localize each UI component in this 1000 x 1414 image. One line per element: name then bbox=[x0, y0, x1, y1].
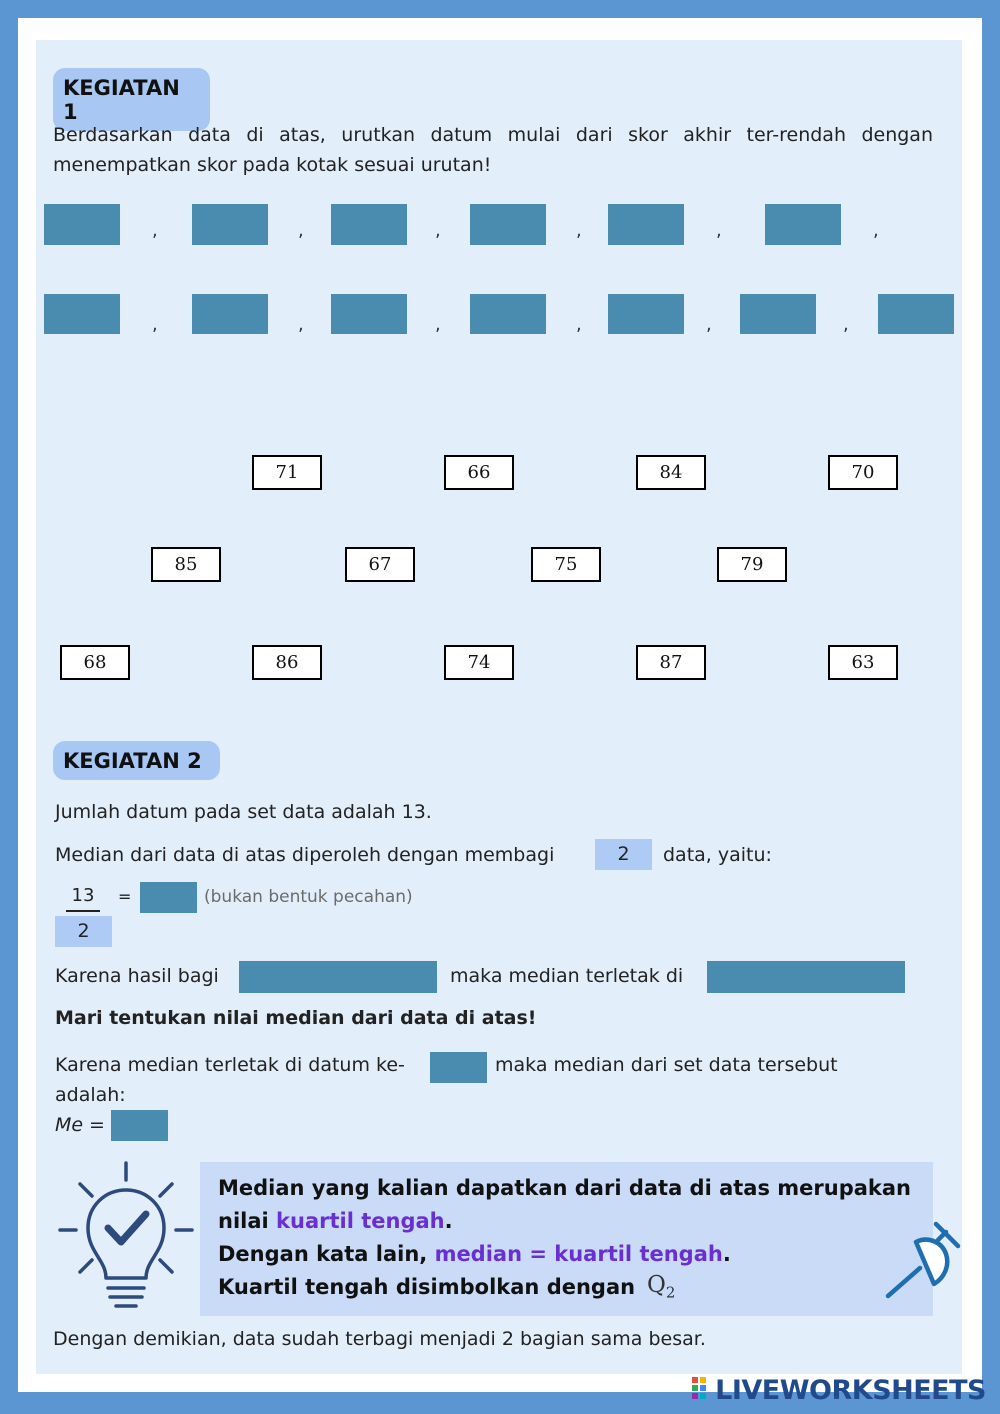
order-slot-1[interactable] bbox=[44, 204, 120, 245]
datum-count-text: Jumlah datum pada set data adalah 13. bbox=[55, 801, 432, 823]
score-card[interactable]: 84 bbox=[636, 455, 706, 490]
q2-symbol bbox=[647, 1272, 675, 1302]
order-slot-13[interactable] bbox=[878, 294, 954, 334]
kegiatan-1-heading: KEGIATAN 1 bbox=[53, 68, 210, 131]
median-value-input[interactable] bbox=[111, 1110, 168, 1141]
fraction-denominator-box: 2 bbox=[55, 916, 112, 947]
order-slot-9[interactable] bbox=[331, 294, 407, 334]
median-instruction-text: Median dari data di atas diperoleh dengan membagi bbox=[55, 844, 555, 866]
me-label: Me bbox=[55, 1114, 84, 1136]
score-card[interactable]: 75 bbox=[531, 547, 601, 582]
me-equals: = bbox=[89, 1114, 105, 1136]
order-slot-5[interactable] bbox=[608, 204, 684, 245]
separator: , bbox=[716, 220, 722, 241]
separator: , bbox=[435, 314, 441, 335]
order-slot-10[interactable] bbox=[470, 294, 546, 334]
liveworksheets-logo-icon bbox=[692, 1377, 714, 1401]
divisor-box: 2 bbox=[595, 839, 652, 870]
info-line-2-pre: nilai bbox=[218, 1209, 277, 1233]
separator: , bbox=[152, 314, 158, 335]
order-slot-2[interactable] bbox=[192, 204, 268, 245]
info-line-3-post: . bbox=[722, 1242, 731, 1266]
order-slot-7[interactable] bbox=[44, 294, 120, 334]
datum-position-text: Karena median terletak di datum ke- bbox=[55, 1054, 405, 1076]
median-location-input[interactable] bbox=[707, 961, 905, 993]
median-value-text-cont: adalah: bbox=[55, 1084, 126, 1106]
separator: , bbox=[576, 314, 582, 335]
pushpin-icon bbox=[880, 1218, 964, 1302]
info-line-2-post: . bbox=[444, 1209, 453, 1233]
score-card[interactable]: 74 bbox=[444, 645, 514, 680]
score-card[interactable]: 86 bbox=[252, 645, 322, 680]
order-slot-4[interactable] bbox=[470, 204, 546, 245]
order-slot-11[interactable] bbox=[608, 294, 684, 334]
separator: , bbox=[435, 220, 441, 241]
info-highlight-median: median = kuartil tengah bbox=[434, 1242, 723, 1266]
score-card[interactable]: 79 bbox=[717, 547, 787, 582]
score-card[interactable]: 63 bbox=[828, 645, 898, 680]
score-card[interactable]: 68 bbox=[60, 645, 130, 680]
equals-sign: = bbox=[118, 887, 132, 906]
score-card[interactable]: 70 bbox=[828, 455, 898, 490]
datum-position-input[interactable] bbox=[430, 1052, 487, 1083]
info-line-3-pre: Dengan kata lain, bbox=[218, 1242, 435, 1266]
conclusion-text: Dengan demikian, data sudah terbagi menjadi 2 bagian sama besar. bbox=[53, 1328, 706, 1350]
q2-subscript: 2 bbox=[665, 1283, 676, 1302]
score-card[interactable]: 87 bbox=[636, 645, 706, 680]
info-line-2 bbox=[218, 1205, 453, 1238]
separator: , bbox=[152, 220, 158, 241]
order-slot-6[interactable] bbox=[765, 204, 841, 245]
division-result-input[interactable] bbox=[140, 882, 197, 913]
info-line-4: Kuartil tengah disimbolkan dengan bbox=[218, 1275, 636, 1299]
info-highlight-kuartil: kuartil tengah bbox=[276, 1209, 445, 1233]
score-card[interactable]: 66 bbox=[444, 455, 514, 490]
separator: , bbox=[706, 314, 712, 335]
fraction-numerator: 13 bbox=[71, 885, 95, 906]
fraction-bar bbox=[66, 910, 100, 912]
liveworksheets-watermark: LIVEWORKSHEETS bbox=[715, 1375, 986, 1406]
order-slot-3[interactable] bbox=[331, 204, 407, 245]
hint-text: (bukan bentuk pecahan) bbox=[204, 887, 413, 907]
info-line-1: Median yang kalian dapatkan dari data di atas merupakan bbox=[218, 1176, 912, 1200]
order-slot-8[interactable] bbox=[192, 294, 268, 334]
separator: , bbox=[843, 314, 849, 335]
score-card[interactable]: 85 bbox=[151, 547, 221, 582]
median-value-text: maka median dari set data tersebut bbox=[495, 1054, 838, 1076]
info-line-3 bbox=[218, 1238, 731, 1271]
kegiatan-2-heading: KEGIATAN 2 bbox=[53, 741, 220, 780]
kegiatan-1-instruction: Berdasarkan data di atas, urutkan datum mulai dari skor akhir ter-rendah dengan menempatkan skor pada kotak sesuai urutan! bbox=[53, 124, 933, 176]
separator: , bbox=[298, 314, 304, 335]
separator: , bbox=[873, 220, 879, 241]
separator: , bbox=[298, 220, 304, 241]
lightbulb-check-icon bbox=[58, 1160, 194, 1312]
score-card[interactable]: 71 bbox=[252, 455, 322, 490]
separator: , bbox=[576, 220, 582, 241]
quotient-type-input[interactable] bbox=[239, 961, 437, 993]
q2-letter: Q bbox=[647, 1272, 666, 1298]
median-instruction-suffix: data, yaitu: bbox=[663, 844, 772, 866]
score-card[interactable]: 67 bbox=[345, 547, 415, 582]
median-location-text: maka median terletak di bbox=[450, 965, 684, 987]
quotient-text: Karena hasil bagi bbox=[55, 965, 219, 987]
bold-instruction: Mari tentukan nilai median dari data di atas! bbox=[55, 1007, 537, 1029]
order-slot-12[interactable] bbox=[740, 294, 816, 334]
